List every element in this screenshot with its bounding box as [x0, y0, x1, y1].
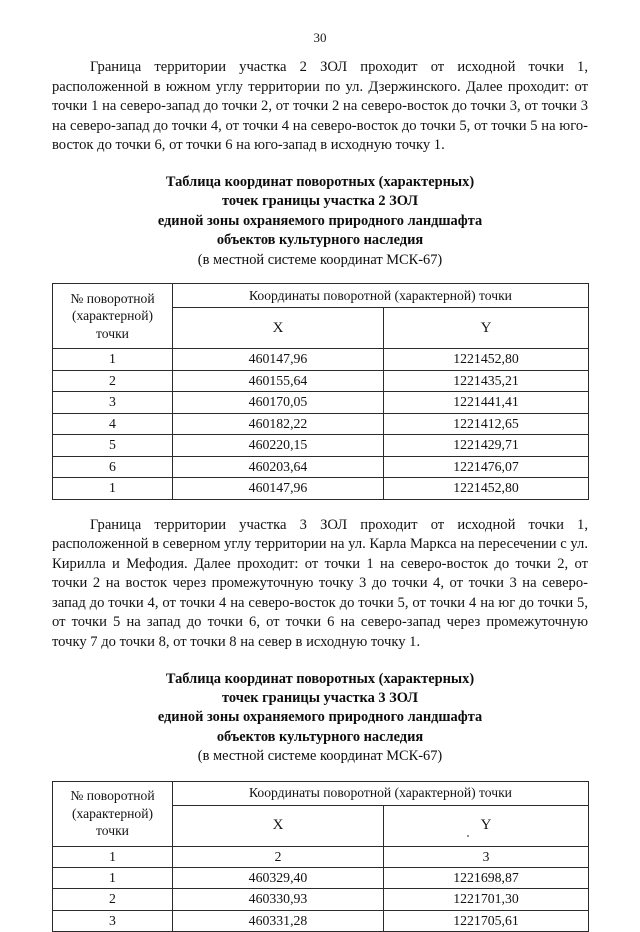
column-number-3: 3	[384, 846, 589, 867]
header-point-number	[53, 284, 173, 349]
column-number-2: 2	[173, 846, 384, 867]
cell-point-no: 3	[53, 392, 173, 414]
cell-y: 1221705,61	[384, 910, 589, 932]
table-row	[53, 889, 589, 911]
page-number: 30	[313, 30, 327, 45]
table-row	[53, 435, 589, 457]
header-point-number-line-2: (характерной)	[71, 308, 154, 324]
scan-artifact-dot	[467, 835, 469, 837]
header-point-number-line-1: № поворотной	[70, 788, 155, 804]
table-2-title	[52, 670, 588, 767]
table-1-title-line-2: точек границы участка 2 ЗОЛ	[222, 193, 418, 210]
header-point-number	[53, 781, 173, 846]
table-row	[53, 370, 589, 392]
cell-y: 1221435,21	[384, 370, 589, 392]
table-row	[53, 867, 589, 889]
table-row	[53, 456, 589, 478]
spacer	[52, 156, 588, 173]
cell-x: 460220,15	[173, 435, 384, 457]
cell-point-no: 4	[53, 413, 173, 435]
cell-point-no: 2	[53, 370, 173, 392]
cell-x: 460330,93	[173, 889, 384, 911]
table-row	[53, 478, 589, 500]
cell-y: 1221441,41	[384, 392, 589, 414]
cell-point-no: 3	[53, 910, 173, 932]
cell-x: 460170,05	[173, 392, 384, 414]
spacer	[52, 767, 588, 781]
cell-x: 460155,64	[173, 370, 384, 392]
page-content	[52, 58, 588, 932]
cell-y: 1221452,80	[384, 349, 589, 371]
header-point-number-line-2: (характерной)	[71, 805, 154, 821]
header-coords-span: Координаты поворотной (характерной) точки	[173, 284, 589, 308]
table-row	[53, 910, 589, 932]
header-x: X	[173, 308, 384, 349]
spacer	[52, 653, 588, 670]
table-2-title-line-1: Таблица координат поворотных (характерных)	[165, 670, 475, 687]
cell-x: 460182,22	[173, 413, 384, 435]
table-zol-3	[52, 781, 589, 932]
table-2-title-line-3: единой зоны охраняемого природного ландшафта	[157, 709, 483, 726]
cell-y: 1221452,80	[384, 478, 589, 500]
header-point-number-line-3: точки	[96, 823, 129, 839]
spacer	[52, 500, 588, 516]
header-point-number-line-1: № поворотной	[70, 290, 155, 306]
cell-point-no: 1	[53, 867, 173, 889]
cell-y: 1221412,65	[384, 413, 589, 435]
header-coords-span: Координаты поворотной (характерной) точки	[173, 781, 589, 805]
cell-x: 460147,96	[173, 349, 384, 371]
table-row	[53, 413, 589, 435]
cell-x: 460147,96	[173, 478, 384, 500]
table-2-title-subline: (в местной системе координат МСК-67)	[197, 748, 443, 765]
table-column-number-row	[53, 846, 589, 867]
cell-point-no: 1	[53, 349, 173, 371]
cell-x: 460331,28	[173, 910, 384, 932]
cell-y: 1221476,07	[384, 456, 589, 478]
cell-y: 1221701,30	[384, 889, 589, 911]
header-x: X	[173, 805, 384, 846]
table-1-title-line-1: Таблица координат поворотных (характерных)	[165, 173, 475, 190]
header-y: Y	[384, 805, 589, 846]
table-1-title-subline: (в местной системе координат МСК-67)	[197, 251, 443, 268]
spacer	[52, 270, 588, 283]
paragraph-zol-2: Граница территории участка 2 ЗОЛ проходит от исходной точки 1, расположенной в южном углу территории по ул. Дзержинского. Далее проходит: от точки 1 на северо-запад до точки 2, от точки 2 на северо-восток до точки 3, от точки 3 на северо-запад до точки 4, от точки 4 на северо-восток до точки 5, от точки 5 на юго-восток до точки 6, от точки 6 на юго-запад в исходную точку 1.	[52, 59, 588, 154]
cell-x: 460329,40	[173, 867, 384, 889]
cell-y: 1221429,71	[384, 435, 589, 457]
cell-point-no: 5	[53, 435, 173, 457]
column-number-1: 1	[53, 846, 173, 867]
cell-point-no: 6	[53, 456, 173, 478]
table-header-row	[53, 781, 589, 805]
cell-point-no: 2	[53, 889, 173, 911]
table-1-title	[52, 173, 588, 270]
paragraph-zol-3: Граница территории участка 3 ЗОЛ проходит от исходной точки 1, расположенной в северном углу территории на ул. Карла Маркса на пересечении с ул. Кирилла и Мефодия. Далее проходит: от точки 1 на северо-восток до точки 2, от точки 2 на восток через промежуточную точку 3 до точки 4, от точки 3 на северо-запад до точки 4, от точки 4 на северо-восток до точки 5, от точки 4 на юг до точки 5, от точки 5 на запад до точки 6, от точки 6 на северо-запад через промежуточную точку 7 до точки 8, от точки 8 на север в исходную точку 1.	[52, 516, 588, 651]
table-2-title-line-2: точек границы участка 3 ЗОЛ	[222, 690, 418, 707]
table-2-title-line-4: объектов культурного наследия	[216, 728, 424, 745]
table-1-title-line-3: единой зоны охраняемого природного ландшафта	[157, 212, 483, 229]
header-y: Y	[384, 308, 589, 349]
header-point-number-line-3: точки	[96, 325, 129, 341]
cell-y: 1221698,87	[384, 867, 589, 889]
cell-x: 460203,64	[173, 456, 384, 478]
table-header-row	[53, 284, 589, 308]
cell-point-no: 1	[53, 478, 173, 500]
table-1-title-line-4: объектов культурного наследия	[216, 232, 424, 249]
table-row	[53, 349, 589, 371]
table-zol-2	[52, 283, 589, 500]
table-row	[53, 392, 589, 414]
